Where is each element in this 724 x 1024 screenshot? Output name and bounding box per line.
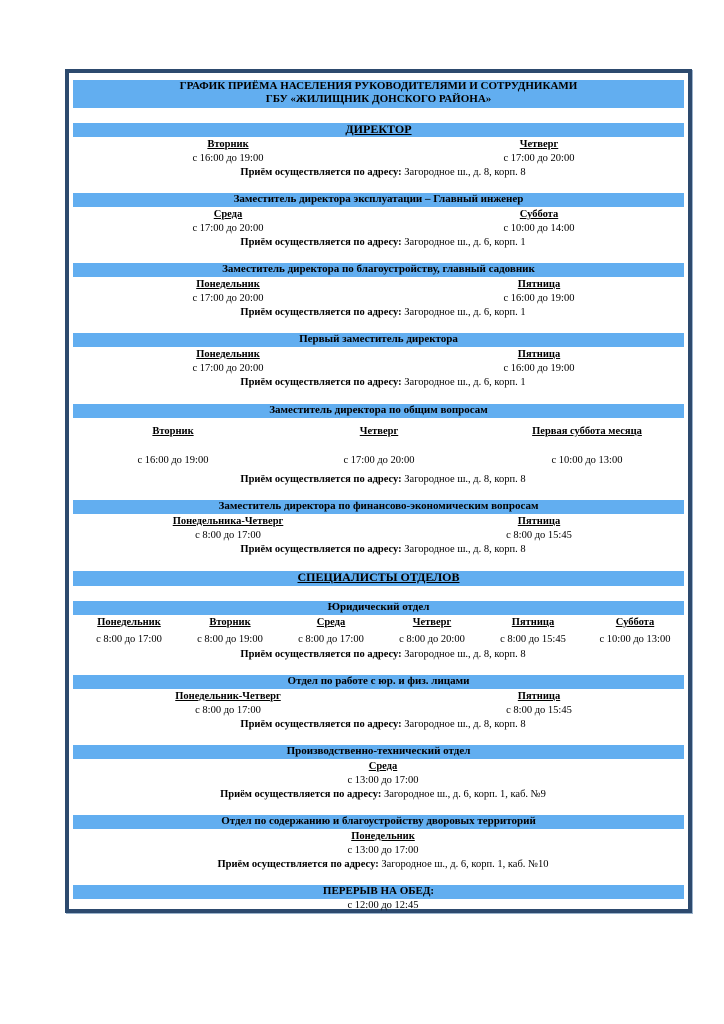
tech-dept-day: Среда (368, 761, 398, 772)
tech-dept-address (220, 788, 546, 801)
section-title-yard-dept: Отдел по содержанию и благоустройству дворовых территорий (73, 815, 684, 829)
gardener-time-2: с 16:00 до 19:00 (503, 293, 575, 304)
section-title-general-deputy: Заместитель директора по общим вопросам (73, 404, 684, 418)
chief-engineer-time-2: с 10:00 до 14:00 (503, 223, 575, 234)
persons-dept-time-2: с 8:00 до 15:45 (506, 705, 572, 716)
address-label: Приём осуществляется по адресу: (240, 377, 402, 388)
section-title-tech-dept: Производственно-технический отдел (73, 745, 684, 759)
finance-deputy-address (240, 543, 525, 556)
header-line-2: ГБУ «ЖИЛИЩНИК ДОНСКОГО РАЙОНА» (265, 93, 492, 105)
tech-dept-address-value: Загородное ш., д. 6, корп. 1, каб. №9 (383, 789, 546, 800)
lunch-time: с 12:00 до 12:45 (347, 900, 419, 911)
address-label: Приём осуществляется по адресу: (217, 859, 379, 870)
director-address (240, 166, 525, 179)
address-label: Приём осуществляется по адресу: (240, 544, 402, 555)
yard-dept-time: с 13:00 до 17:00 (347, 845, 419, 856)
first-deputy-day-1: Понедельник (196, 349, 260, 360)
legal-address (240, 648, 525, 661)
persons-dept-time-1: с 8:00 до 17:00 (195, 705, 261, 716)
section-title-first-deputy: Первый заместитель директора (73, 333, 684, 347)
persons-dept-day-2: Пятница (517, 691, 561, 702)
chief-engineer-address (240, 236, 525, 249)
section-title-lunch: ПЕРЕРЫВ НА ОБЕД: (73, 885, 684, 899)
legal-time-1: с 8:00 до 17:00 (96, 634, 162, 645)
first-deputy-address-value: Загородное ш., д. 6, корп. 1 (404, 377, 526, 388)
legal-day-5: Пятница (511, 617, 555, 628)
legal-day-3: Среда (316, 617, 346, 628)
director-time-2: с 17:00 до 20:00 (503, 153, 575, 164)
general-deputy-time-3: с 10:00 до 13:00 (551, 455, 623, 466)
first-deputy-time-1: с 17:00 до 20:00 (192, 363, 264, 374)
first-deputy-day-2: Пятница (517, 349, 561, 360)
gardener-address (240, 306, 525, 319)
finance-deputy-day-2: Пятница (517, 516, 561, 527)
yard-dept-day: Понедельник (351, 831, 415, 842)
schedule-frame (65, 69, 692, 913)
general-deputy-address-value: Загородное ш., д. 8, корп. 8 (404, 474, 526, 485)
header-line-1: ГРАФИК ПРИЁМА НАСЕЛЕНИЯ РУКОВОДИТЕЛЯМИ И СОТРУДНИКАМИ (179, 80, 578, 92)
general-deputy-day-2: Четверг (359, 426, 399, 437)
chief-engineer-time-1: с 17:00 до 20:00 (192, 223, 264, 234)
director-address-value: Загородное ш., д. 8, корп. 8 (404, 167, 526, 178)
legal-day-6: Суббота (615, 617, 655, 628)
yard-dept-address (217, 858, 548, 871)
section-title-gardener: Заместитель директора по благоустройству, главный садовник (73, 263, 684, 277)
finance-deputy-address-value: Загородное ш., д. 8, корп. 8 (404, 544, 526, 555)
chief-engineer-day-1: Среда (213, 209, 243, 220)
persons-dept-address (240, 718, 525, 731)
first-deputy-address (240, 376, 525, 389)
legal-time-4: с 8:00 до 20:00 (399, 634, 465, 645)
general-deputy-day-1: Вторник (152, 426, 194, 437)
director-time-1: с 16:00 до 19:00 (192, 153, 264, 164)
finance-deputy-day-1: Понедельника-Четверг (172, 516, 284, 527)
first-deputy-time-2: с 16:00 до 19:00 (503, 363, 575, 374)
legal-day-1: Понедельник (97, 617, 161, 628)
tech-dept-time: с 13:00 до 17:00 (347, 775, 419, 786)
legal-address-value: Загородное ш., д. 8, корп. 8 (404, 649, 526, 660)
finance-deputy-time-1: с 8:00 до 17:00 (195, 530, 261, 541)
document-header (73, 80, 684, 108)
section-title-specialists: СПЕЦИАЛИСТЫ ОТДЕЛОВ (73, 571, 684, 586)
section-title-legal: Юридический отдел (73, 601, 684, 615)
section-title-director: ДИРЕКТОР (73, 123, 684, 137)
address-label: Приём осуществляется по адресу: (240, 237, 402, 248)
legal-day-4: Четверг (412, 617, 452, 628)
legal-time-5: с 8:00 до 15:45 (500, 634, 566, 645)
gardener-day-1: Понедельник (196, 279, 260, 290)
general-deputy-day-3: Первая суббота месяца (532, 426, 642, 437)
legal-time-3: с 8:00 до 17:00 (298, 634, 364, 645)
persons-dept-address-value: Загородное ш., д. 8, корп. 8 (404, 719, 526, 730)
legal-time-2: с 8:00 до 19:00 (197, 634, 263, 645)
address-label: Приём осуществляется по адресу: (220, 789, 382, 800)
legal-time-6: с 10:00 до 13:00 (599, 634, 671, 645)
gardener-address-value: Загородное ш., д. 6, корп. 1 (404, 307, 526, 318)
general-deputy-time-1: с 16:00 до 19:00 (137, 455, 209, 466)
persons-dept-day-1: Понедельник-Четверг (175, 691, 281, 702)
section-title-persons-dept: Отдел по работе с юр. и физ. лицами (73, 675, 684, 689)
address-label: Приём осуществляется по адресу: (240, 649, 402, 660)
chief-engineer-address-value: Загородное ш., д. 6, корп. 1 (404, 237, 526, 248)
gardener-time-1: с 17:00 до 20:00 (192, 293, 264, 304)
legal-day-2: Вторник (209, 617, 251, 628)
director-day-2: Четверг (519, 139, 559, 150)
address-label: Приём осуществляется по адресу: (240, 474, 402, 485)
gardener-day-2: Пятница (517, 279, 561, 290)
general-deputy-time-2: с 17:00 до 20:00 (343, 455, 415, 466)
address-label: Приём осуществляется по адресу: (240, 307, 402, 318)
finance-deputy-time-2: с 8:00 до 15:45 (506, 530, 572, 541)
address-label: Приём осуществляется по адресу: (240, 719, 402, 730)
address-label: Приём осуществляется по адресу: (240, 167, 402, 178)
chief-engineer-day-2: Суббота (519, 209, 559, 220)
general-deputy-address (240, 473, 525, 486)
yard-dept-address-value: Загородное ш., д. 6, корп. 1, каб. №10 (381, 859, 549, 870)
schedule-body (73, 77, 684, 911)
director-day-1: Вторник (207, 139, 249, 150)
section-title-chief-engineer: Заместитель директора эксплуатации – Главный инженер (73, 193, 684, 207)
section-title-finance-deputy: Заместитель директора по финансово-экономическим вопросам (73, 500, 684, 514)
